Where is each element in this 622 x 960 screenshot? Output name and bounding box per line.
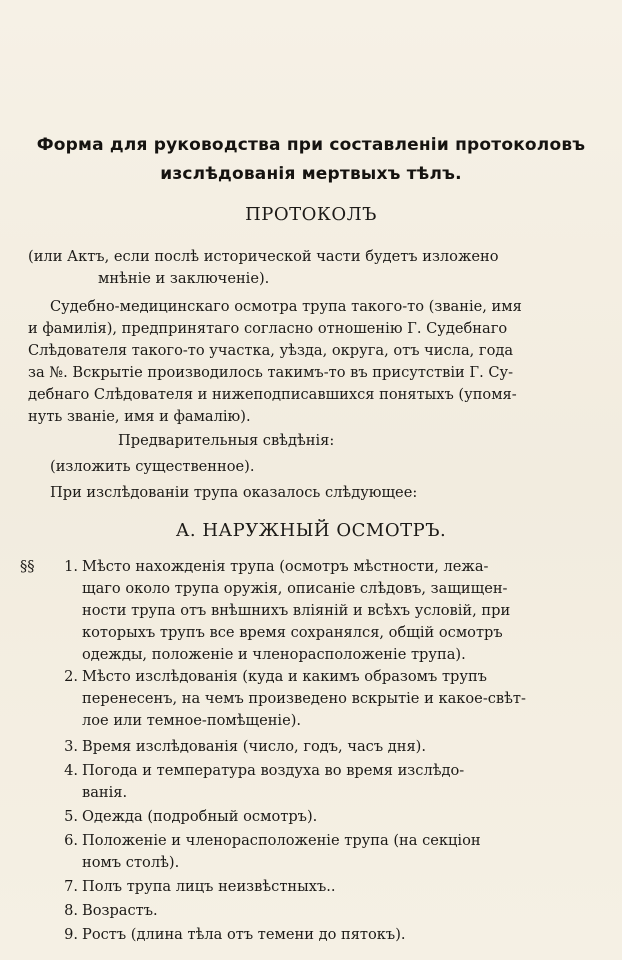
examination-statement: При изслѣдованіи трупа оказалось слѣдующее: <box>50 484 418 501</box>
intro-line-5: дебнаго Слѣдователя и нижеподписавшихся понятыхъ (упомя- <box>28 386 517 403</box>
item-number: 9. <box>64 926 78 943</box>
item-number: 4. <box>64 762 78 779</box>
item-line: Одежда (подробный осмотръ). <box>82 808 318 825</box>
item-number: 8. <box>64 902 78 919</box>
item-line: перенесенъ, на чемъ произведено вскрытіе и какое-свѣт- <box>82 690 526 707</box>
item-text <box>82 900 602 922</box>
item-text <box>82 924 602 946</box>
protocol-heading: ПРОТОКОЛЪ <box>245 204 377 225</box>
item-line: ности трупа отъ внѣшнихъ вліяній и всѣхъ условій, при <box>82 602 511 619</box>
intro-line-3: Слѣдователя такого-то участка, уѣзда, округа, отъ числа, года <box>28 342 514 359</box>
item-text <box>82 830 602 874</box>
item-number: 2. <box>64 668 78 685</box>
item-line: номъ столѣ). <box>82 854 180 871</box>
item-line: Мѣсто нахожденія трупа (осмотръ мѣстности, лежа- <box>82 558 489 575</box>
item-text <box>82 556 602 666</box>
note-text-1: (или Актъ, если послѣ исторической части будетъ изложено <box>28 248 499 265</box>
item-line: которыхъ трупъ все время сохранялся, общій осмотръ <box>82 624 503 641</box>
item-line: Возрастъ. <box>82 902 158 919</box>
item-text <box>82 760 602 804</box>
item-number: 3. <box>64 738 78 755</box>
item-text <box>82 876 602 898</box>
item-line: одежды, положеніе и членорасположеніе трупа). <box>82 646 466 663</box>
item-number: 6. <box>64 832 78 849</box>
preliminary-info: Предварительныя свѣдѣнія: <box>118 432 335 449</box>
intro-line-6: нуть званіе, имя и фамалію). <box>28 408 251 425</box>
item-line: Ростъ (длина тѣла отъ темени до пятокъ). <box>82 926 406 943</box>
item-text <box>82 806 602 828</box>
protocol-note-line-1 <box>28 246 594 268</box>
document-title-line-2: изслѣдованія мертвыхъ тѣлъ. <box>160 164 462 184</box>
item-text <box>82 736 602 758</box>
item-line: Положеніе и членорасположеніе трупа (на секціон <box>82 832 481 849</box>
item-line: ванія. <box>82 784 128 801</box>
protocol-note <box>28 246 594 290</box>
protocol-note-line-2: мнѣніе и заключеніе). <box>98 270 270 287</box>
intro-line-4: за №. Вскрытіе производилось такимъ-то въ присутствіи Г. Су- <box>28 364 514 381</box>
item-number: 1. <box>64 558 78 575</box>
item-line: щаго около трупа оружія, описаніе слѣдовъ, защищен- <box>82 580 508 597</box>
item-line: лое или темное-помѣщеніе). <box>82 712 302 729</box>
item-line: Время изслѣдованія (число, годъ, часъ дня). <box>82 738 427 755</box>
item-line: Погода и температура воздуха во время изслѣдо- <box>82 762 465 779</box>
item-text <box>82 666 602 732</box>
item-number: 5. <box>64 808 78 825</box>
intro-paragraph <box>28 296 594 428</box>
item-line: Полъ трупа лицъ неизвѣстныхъ.. <box>82 878 336 895</box>
section-mark: §§ <box>20 558 35 575</box>
item-number: 7. <box>64 878 78 895</box>
intro-line-2: и фамилія), предпринятаго согласно отношенію Г. Судебнаго <box>28 320 508 337</box>
document-title-line-1: Форма для руководства при составленіи протоколовъ <box>36 135 586 155</box>
external-examination-heading: А. НАРУЖНЫЙ ОСМОТРЪ. <box>175 520 447 541</box>
preliminary-note: (изложить существенное). <box>50 458 255 475</box>
item-line: Мѣсто изслѣдованія (куда и какимъ образомъ трупъ <box>82 668 487 685</box>
intro-line-1: Судебно-медицинскаго осмотра трупа такого-то (званіе, имя <box>50 298 522 315</box>
